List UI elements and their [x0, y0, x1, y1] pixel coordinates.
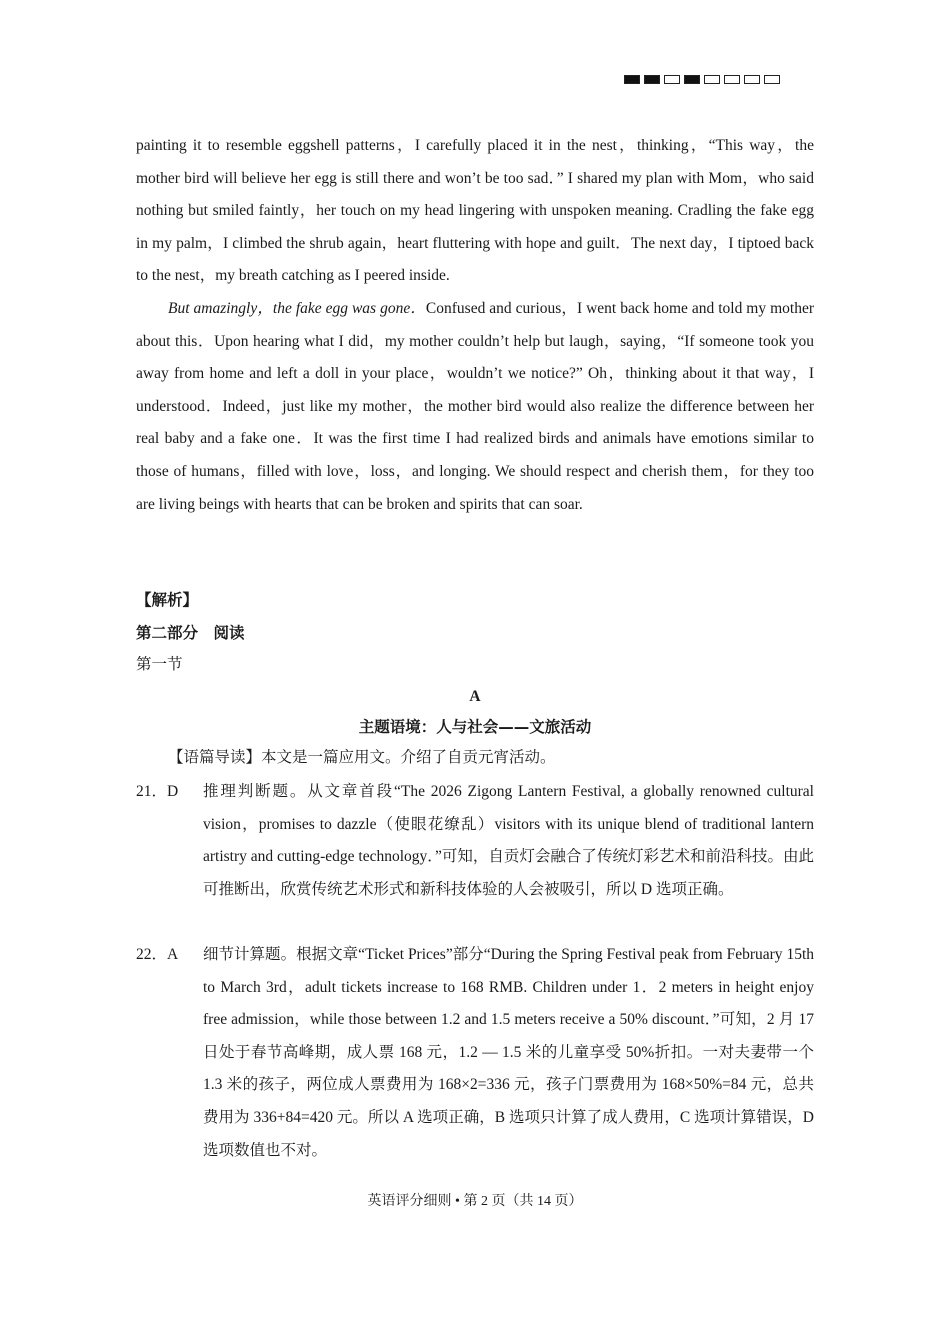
- italic-sentence: But amazingly，the fake egg was gone．: [168, 299, 426, 317]
- answer-item: [136, 776, 814, 906]
- theme-context: 主题语境：人与社会——文旅活动: [358, 718, 592, 736]
- paragraph-text: Confused and curious，I went back home and told my mother about this．Upon hearing what I did，my mother couldn’t help but laugh，saying，“If someone took you away from home and left a doll in your place，wouldn’t we notice?” Oh，thinking about it that way，I understood．Indeed，just like my mother，the mother bird would also realize the difference between her real baby and a fake one．It was the first time I had realized birds and animals have emotions similar to those of humans，filled with love，loss，and longing. We should respect and cherish them，for they too are living beings with hearts that can be broken and spirits that can soar.: [136, 299, 814, 513]
- passage-guide: 【语篇导读】本文是一篇应用文。介绍了自贡元宵活动。: [168, 749, 556, 766]
- passage: [136, 130, 814, 521]
- progress-mark: [664, 75, 680, 84]
- progress-mark: [644, 75, 660, 84]
- analysis-heading: 【解析】: [136, 591, 199, 609]
- progress-mark: [704, 75, 720, 84]
- answer-number: 22．A: [136, 946, 179, 963]
- passage-paragraph-2: [136, 293, 814, 521]
- progress-marks: [624, 75, 780, 84]
- progress-mark: [724, 75, 740, 84]
- answer-item: [136, 939, 814, 1167]
- passage-paragraph-1: painting it to resemble eggshell patterns，I carefully placed it in the nest，thinking，“This way，the mother bird will believe her egg is still there and won’t be too sad．” I shared my plan with Mom，who said nothing but smiled faintly，her touch on my head lingering with unspoken meaning. Cradling the fake egg in my palm，I climbed the shrub again，heart fluttering with hope and guilt．The next day，I tiptoed back to the nest，my breath catching as I peered inside.: [136, 137, 814, 285]
- answer-number: 21．D: [136, 783, 179, 800]
- part-heading: 第二部分 阅读: [136, 624, 245, 642]
- progress-mark: [624, 75, 640, 84]
- progress-mark: [764, 75, 780, 84]
- progress-mark: [744, 75, 760, 84]
- passage-letter: A: [469, 688, 481, 705]
- section-heading: 第一节: [136, 656, 183, 673]
- answer-explanation: 推理判断题。从文章首段“The 2026 Zigong Lantern Festival, a globally renowned cultural vision，promises to dazzle（使眼花缭乱）visitors with its unique blend of traditional lantern artistry and cutting-edge technology．”可知，自贡灯会融合了传统灯彩艺术和前沿科技。由此可推断出，欣赏传统艺术形式和新科技体验的人会被吸引，所以 D 选项正确。: [203, 783, 814, 898]
- answer-explanation: 细节计算题。根据文章“Ticket Prices”部分“During the Spring Festival peak from February 15th to March 3rd，adult tickets increase to 168 RMB. Children under 1．2 meters in height enjoy free admission，while those between 1.2 and 1.5 meters receive a 50% discount．”可知，2 月 17 日处于春节高峰期，成人票 168 元，1.2 — 1.5 米的儿童享受 50%折扣。一对夫妻带一个 1.3 米的孩子，两位成人票费用为 168×2=336 元，孩子门票费用为 168×50%=84 元，总共费用为 336+84=420 元。所以 A 选项正确，B 选项只计算了成人费用，C 选项计算错误，D 选项数值也不对。: [203, 946, 814, 1159]
- page-footer: 英语评分细则 • 第 2 页（共 14 页）: [367, 1194, 583, 1209]
- progress-mark: [684, 75, 700, 84]
